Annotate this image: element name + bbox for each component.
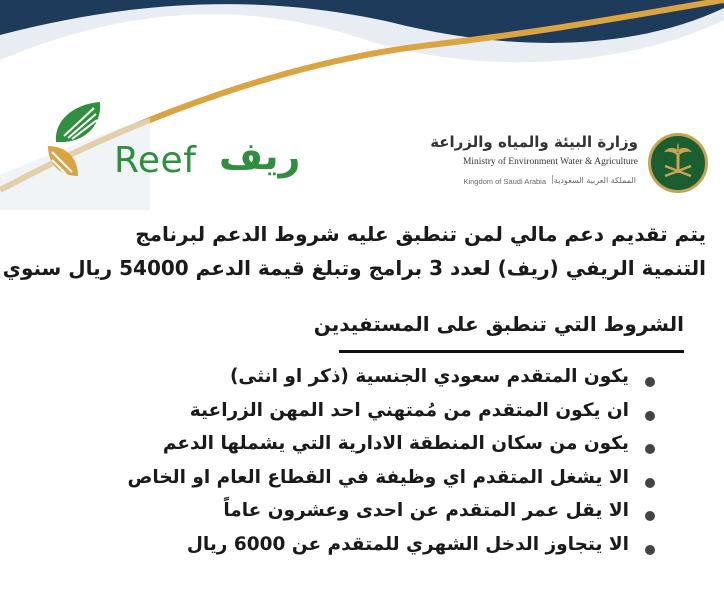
intro-paragraph <box>2 217 706 285</box>
reef-logo-arabic: ريف <box>219 134 301 178</box>
list-item <box>29 433 629 467</box>
heading-underline <box>339 350 684 353</box>
palm-emblem-icon <box>648 133 708 193</box>
bullet-icon <box>645 444 655 454</box>
bullet-icon <box>645 411 655 421</box>
list-item <box>29 467 629 501</box>
bullet-icon <box>645 478 655 488</box>
intro-line-1: يتم تقديم دعم مالي لمن تنطبق عليه شروط الدعم لبرنامج <box>135 222 706 246</box>
list-item <box>29 400 629 434</box>
bullet-icon <box>645 545 655 555</box>
list-item <box>29 500 629 534</box>
conditions-heading: الشروط التي تنطبق على المستفيدين <box>313 312 684 336</box>
conditions-heading-block <box>313 312 684 352</box>
reef-logo <box>44 100 301 196</box>
list-item <box>29 534 629 568</box>
ministry-logo <box>430 133 708 197</box>
kingdom-separator: | <box>550 175 554 185</box>
kingdom-name-english: Kingdom of Saudi Arabia <box>463 177 546 186</box>
reef-logo-english: Reef <box>114 140 197 181</box>
condition-text: يكون من سكان المنطقة الادارية التي يشملها الدعم <box>162 433 629 454</box>
reef-leaf-icon <box>44 100 104 196</box>
list-item <box>29 366 629 400</box>
kingdom-name-arabic: المملكة العربية السعودية <box>553 176 636 185</box>
bullet-icon <box>645 511 655 521</box>
condition-text: ان يكون المتقدم من مُمتهني احد المهن الزراعية <box>189 399 629 421</box>
condition-text: الا يشغل المتقدم اي وظيفة في القطاع العام او الخاص <box>127 466 629 488</box>
intro-line-2: التنمية الريفي (ريف) لعدد 3 برامج وتبلغ قيمة الدعم 54000 ريال سنوي <box>2 256 706 280</box>
condition-text: يكون المتقدم سعودي الجنسية (ذكر او انثى) <box>229 366 629 387</box>
condition-text: الا يقل عمر المتقدم عن احدى وعشرون عاماً <box>223 500 629 521</box>
condition-text: الا يتجاوز الدخل الشهري للمتقدم عن 6000 ريال <box>186 533 629 555</box>
ministry-name-arabic: وزارة البيئة والمياه والزراعة <box>430 133 638 151</box>
bullet-icon <box>645 377 655 387</box>
ministry-name-english: Ministry of Environment Water & Agriculture <box>462 157 638 167</box>
conditions-list <box>29 366 629 567</box>
